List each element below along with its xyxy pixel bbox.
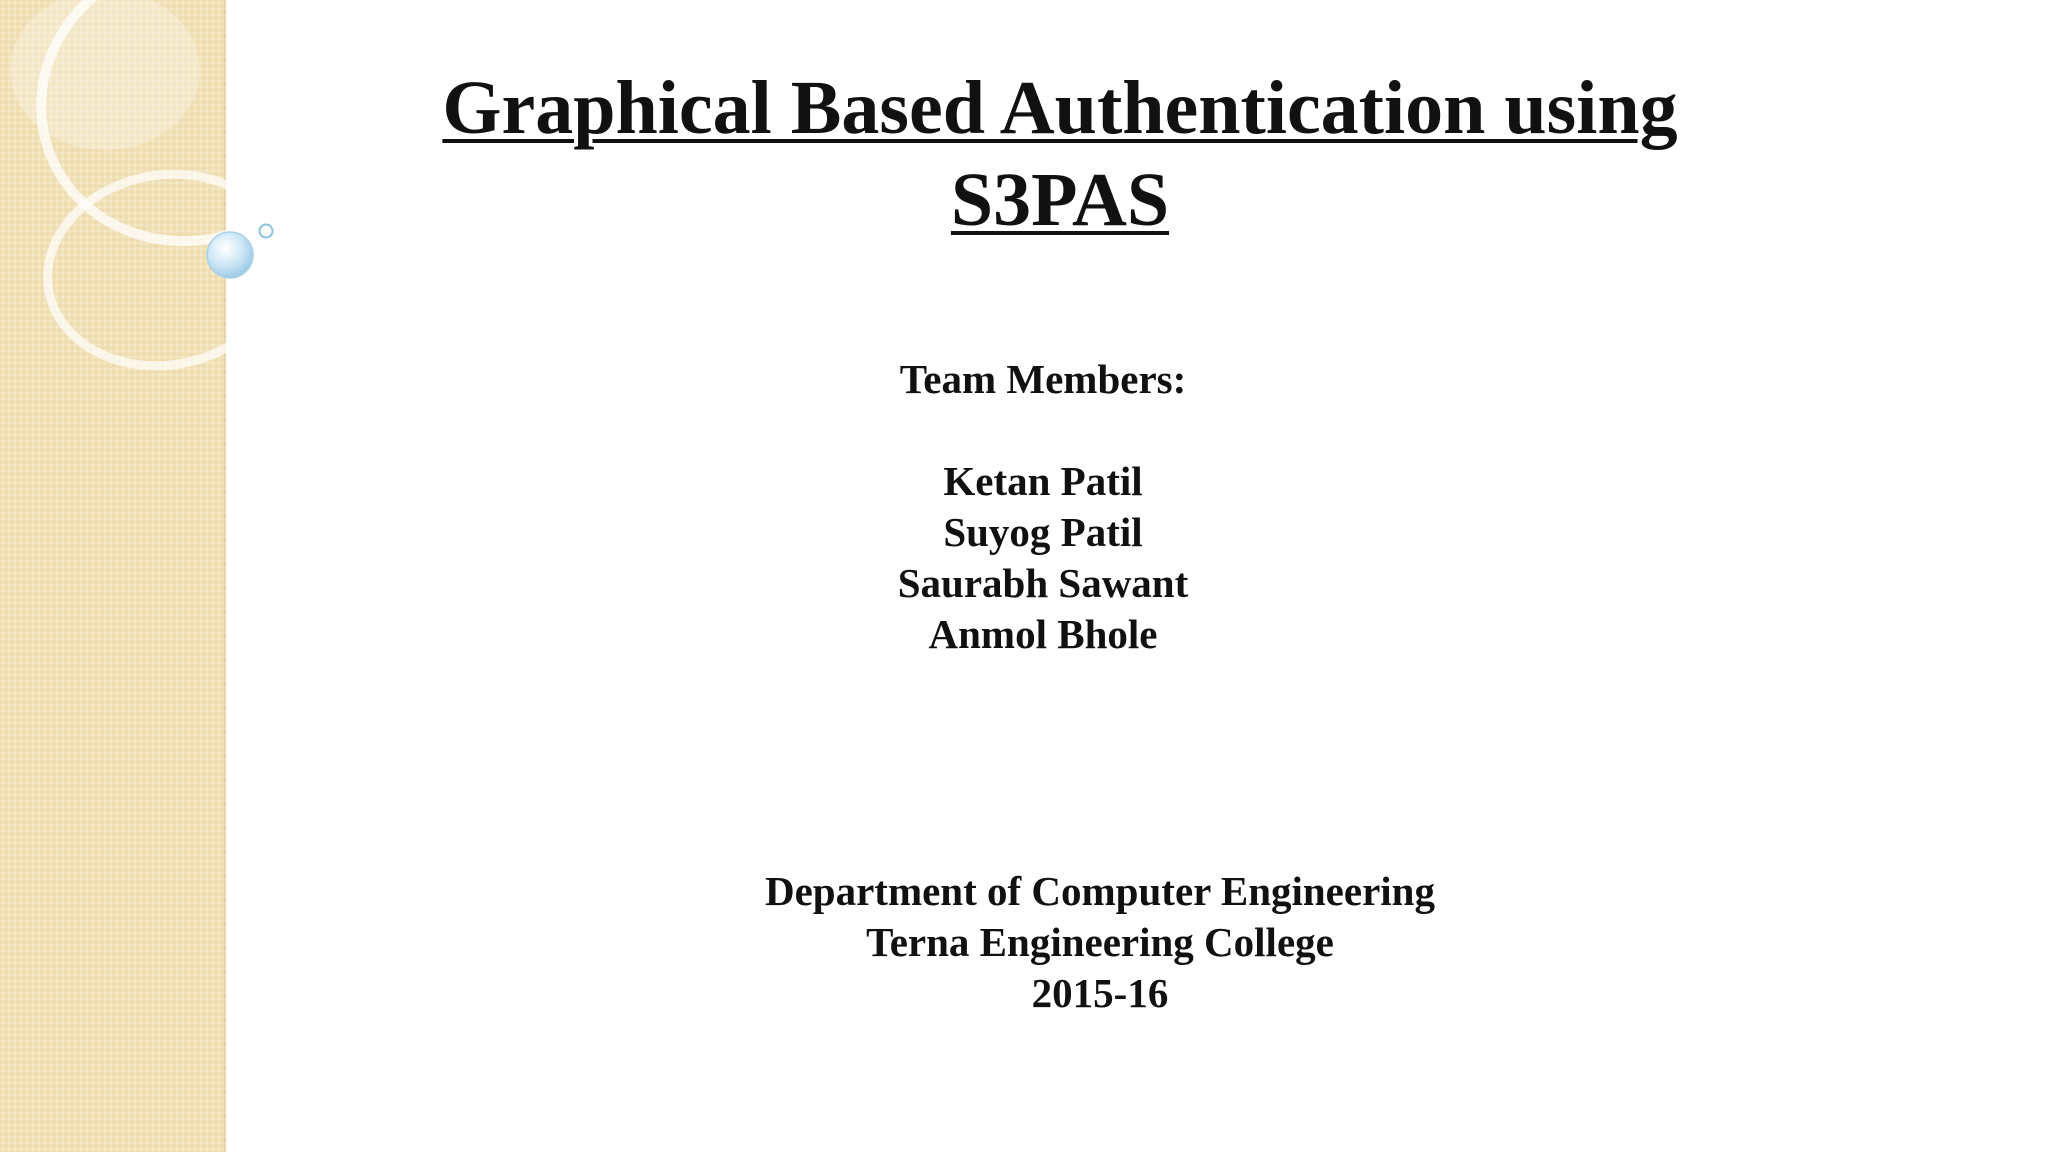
decorative-bubble-small	[260, 225, 273, 238]
team-member-name: Suyog Patil	[943, 509, 1143, 555]
academic-year: 2015-16	[1031, 970, 1169, 1016]
team-member-name: Anmol Bhole	[928, 611, 1158, 657]
college-name: Terna Engineering College	[866, 919, 1334, 965]
team-member-name: Ketan Patil	[943, 458, 1143, 504]
team-members-heading: Team Members:	[899, 356, 1187, 402]
institution-block	[700, 866, 1500, 1019]
team-members-block	[643, 354, 1443, 660]
decorative-rings-graphic	[0, 0, 300, 420]
slide-title	[300, 62, 1820, 246]
department-name: Department of Computer Engineering	[765, 868, 1435, 914]
slide-title-line-1: Graphical Based Authentication using	[442, 66, 1678, 150]
slide-title-line-2: S3PAS	[950, 158, 1170, 242]
decorative-bubble-large	[207, 232, 253, 278]
team-member-name: Saurabh Sawant	[897, 560, 1189, 606]
